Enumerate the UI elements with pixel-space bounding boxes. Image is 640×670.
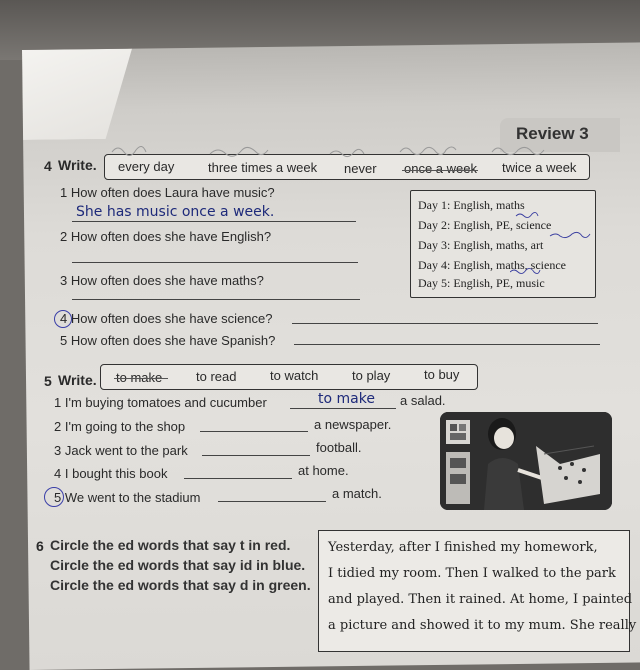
- timetable-day-4: Day 4: English, maths, science: [418, 258, 566, 272]
- question-text: How often does she have maths?: [70, 273, 264, 288]
- word-bank-item: to watch: [270, 368, 319, 383]
- strikethrough-mark: [402, 170, 478, 171]
- answer-1[interactable]: She has music once a week.: [76, 204, 275, 220]
- answer-line[interactable]: [202, 455, 310, 456]
- strikethrough-mark: [114, 378, 168, 379]
- answer-filled[interactable]: to make: [318, 391, 375, 407]
- question-3: [60, 273, 264, 288]
- sentence-text: I'm buying tomatoes and cucumber: [64, 395, 267, 410]
- timetable-day-3: Day 3: English, maths, art: [418, 238, 544, 252]
- question-number: 2: [60, 229, 68, 244]
- sentence-number: 4: [54, 466, 62, 481]
- sentence-5: [54, 490, 200, 505]
- illustration-girl-painting: [440, 412, 612, 510]
- question-5: [60, 333, 275, 348]
- question-4: [60, 311, 273, 326]
- pen-annotations: [510, 208, 596, 284]
- word-bank-item: twice a week: [502, 160, 577, 175]
- exercise-6-instruction-2: Circle the ed words that say id in blue.: [50, 557, 306, 573]
- answer-line: [290, 408, 396, 409]
- question-text: How often does she have English?: [70, 229, 272, 244]
- sentence-number: 1: [54, 395, 62, 410]
- exercise-4-instruction: Write.: [58, 157, 97, 173]
- exercise-5-instruction: Write.: [58, 372, 97, 388]
- timetable-day-5: Day 5: English, PE, music: [418, 276, 545, 290]
- timetable-day-2: Day 2: English, PE, science: [418, 218, 552, 232]
- question-number: 5: [60, 333, 68, 348]
- question-number: 1: [60, 185, 68, 200]
- sentence-end: a newspaper.: [314, 417, 392, 432]
- page-title: Review 3: [516, 124, 589, 143]
- answer-line[interactable]: [184, 478, 292, 479]
- pencil-scribbles: [100, 138, 600, 160]
- sentence-number: 2: [54, 419, 62, 434]
- question-text: How often does she have Spanish?: [70, 333, 276, 348]
- word-bank-item: every day: [118, 159, 175, 174]
- sentence-3: [54, 443, 188, 458]
- question-text: How often does Laura have music?: [70, 185, 275, 200]
- sentence-text: I'm going to the shop: [64, 419, 186, 434]
- story-line: Yesterday, after I finished my homework,: [328, 540, 598, 555]
- timetable-day-1: Day 1: English, maths: [418, 198, 525, 212]
- story-line: a picture and showed it to my mum. She really: [328, 618, 637, 633]
- word-bank-item: to buy: [424, 367, 460, 382]
- sentence-text: I bought this book: [64, 466, 168, 481]
- answer-line[interactable]: [72, 299, 360, 300]
- sentence-number: 5: [54, 490, 62, 505]
- word-bank-item: to read: [196, 369, 237, 384]
- word-bank-item: once a week: [404, 161, 477, 176]
- sentence-2: [54, 419, 185, 434]
- answer-line[interactable]: [292, 323, 598, 324]
- answer-line[interactable]: [294, 344, 600, 345]
- exercise-5-number: 5: [44, 373, 52, 389]
- exercise-6-number: 6: [36, 538, 44, 554]
- sentence-end: a salad.: [400, 393, 446, 408]
- sentence-end: a match.: [332, 486, 382, 501]
- sentence-end: football.: [316, 440, 362, 455]
- exercise-6-instruction-3: Circle the ed words that say d in green.: [50, 577, 311, 593]
- word-bank-item: to play: [352, 368, 391, 383]
- word-bank-item: never: [344, 161, 377, 176]
- question-text: How often does she have science?: [70, 311, 273, 326]
- question-1: [60, 185, 275, 200]
- story-line: I tidied my room. Then I walked to the park: [328, 566, 616, 581]
- answer-line: [72, 221, 356, 222]
- sentence-end: at home.: [298, 463, 349, 478]
- sentence-4: [54, 466, 168, 481]
- illustration-drawing: [440, 412, 612, 510]
- exercise-6-instruction-1: Circle the ed words that say t in red.: [50, 537, 291, 553]
- answer-line[interactable]: [218, 501, 326, 502]
- paper-corner-flap: [22, 49, 133, 140]
- question-number: 4: [60, 311, 68, 326]
- story-line: and played. Then it rained. At home, I painted: [328, 592, 633, 607]
- sentence-number: 3: [54, 443, 62, 458]
- sentence-1: [54, 395, 267, 410]
- exercise-4-number: 4: [44, 158, 52, 174]
- answer-line[interactable]: [72, 262, 358, 263]
- word-bank-item: to make: [116, 370, 163, 385]
- answer-line[interactable]: [200, 431, 308, 432]
- sentence-text: Jack went to the park: [64, 443, 188, 458]
- question-number: 3: [60, 273, 68, 288]
- word-bank-item: three times a week: [208, 160, 318, 175]
- question-2: [60, 229, 271, 244]
- sentence-text: We went to the stadium: [64, 490, 201, 505]
